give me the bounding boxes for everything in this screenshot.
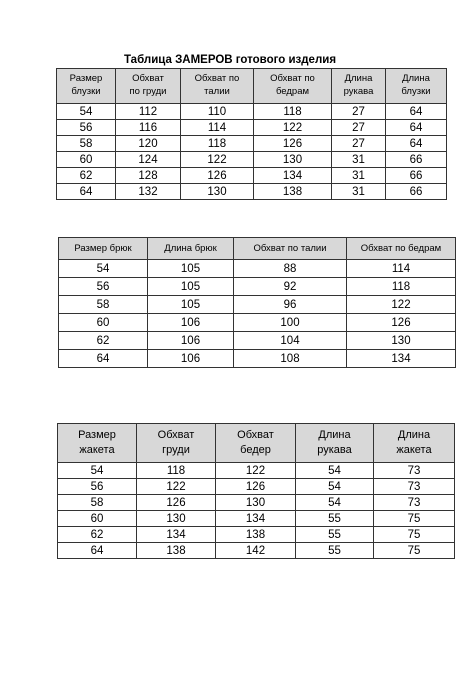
table-cell: 122 [216,463,296,479]
table-cell: 58 [58,495,137,511]
table-cell: 60 [58,511,137,527]
table-cell: 27 [332,120,386,136]
table-cell: 126 [137,495,216,511]
table-cell: 114 [181,120,254,136]
table-cell: 105 [148,260,234,278]
table-cell: 106 [148,350,234,368]
table-cell: 122 [137,479,216,495]
jacket-measurements-table [57,423,455,559]
table-cell: 134 [216,511,296,527]
table-row [59,314,456,332]
table-cell: 132 [116,184,181,200]
table-cell: 100 [234,314,347,332]
table-row [57,136,447,152]
table-cell: 124 [116,152,181,168]
table-cell: 66 [386,152,447,168]
table-cell: 64 [58,543,137,559]
table-cell: 54 [57,104,116,120]
header-sleeve-length: Длина рукава [332,69,386,104]
table-row [58,495,455,511]
page-title: Таблица ЗАМЕРОВ готового изделия [123,54,337,66]
table-cell: 142 [216,543,296,559]
table-cell: 134 [254,168,332,184]
header-hip-girth: Обхват бедер [216,424,296,463]
table-row [59,260,456,278]
header-chest-girth: Обхват груди [137,424,216,463]
table-cell: 106 [148,332,234,350]
header-blouse-length: Длина блузки [386,69,447,104]
table-cell: 60 [57,152,116,168]
table-cell: 58 [59,296,148,314]
header-pants-length: Длина брюк [148,238,234,260]
table-cell: 122 [347,296,456,314]
table-row [57,168,447,184]
table-row [58,479,455,495]
header-blouse-size: Размер блузки [57,69,116,104]
table-cell: 114 [347,260,456,278]
table-cell: 126 [254,136,332,152]
table-cell: 118 [137,463,216,479]
table-row [59,278,456,296]
table-cell: 116 [116,120,181,136]
header-waist-girth: Обхват по талии [181,69,254,104]
table-cell: 27 [332,104,386,120]
table-cell: 130 [137,511,216,527]
table-cell: 75 [374,527,455,543]
table-cell: 54 [296,463,374,479]
table-cell: 62 [58,527,137,543]
blouse-measurements-table [56,68,447,200]
table-cell: 138 [137,543,216,559]
table-header-row [59,238,456,260]
header-sleeve-length: Длина рукава [296,424,374,463]
table-header-row [58,424,455,463]
table-cell: 55 [296,511,374,527]
table-cell: 92 [234,278,347,296]
table-row [57,184,447,200]
table-row [58,463,455,479]
table-cell: 106 [148,314,234,332]
pants-measurements-table [58,237,456,368]
blouse-table-body [57,104,447,200]
table-cell: 122 [254,120,332,136]
table-cell: 56 [59,278,148,296]
table-cell: 105 [148,278,234,296]
table-cell: 120 [116,136,181,152]
table-cell: 110 [181,104,254,120]
table-cell: 122 [181,152,254,168]
table-cell: 54 [58,463,137,479]
table-cell: 130 [254,152,332,168]
table-cell: 54 [59,260,148,278]
table-cell: 126 [347,314,456,332]
table-cell: 64 [386,136,447,152]
table-cell: 88 [234,260,347,278]
table-cell: 54 [296,479,374,495]
table-row [58,511,455,527]
table-cell: 138 [216,527,296,543]
table-cell: 54 [296,495,374,511]
table-cell: 66 [386,184,447,200]
table-row [59,296,456,314]
table-cell: 64 [59,350,148,368]
table-cell: 58 [57,136,116,152]
table-cell: 118 [347,278,456,296]
table-cell: 126 [181,168,254,184]
table-cell: 134 [347,350,456,368]
header-chest-girth: Обхват по груди [116,69,181,104]
table-row [57,152,447,168]
table-cell: 138 [254,184,332,200]
table-cell: 60 [59,314,148,332]
table-cell: 66 [386,168,447,184]
table-cell: 55 [296,527,374,543]
table-cell: 73 [374,479,455,495]
table-row [59,332,456,350]
table-row [57,120,447,136]
header-hip-girth: Обхват по бедрам [254,69,332,104]
table-cell: 62 [57,168,116,184]
table-cell: 64 [386,120,447,136]
table-cell: 56 [57,120,116,136]
table-cell: 126 [216,479,296,495]
table-cell: 75 [374,511,455,527]
header-jacket-size: Размер жакета [58,424,137,463]
table-cell: 27 [332,136,386,152]
header-waist-girth: Обхват по талии [234,238,347,260]
table-cell: 130 [181,184,254,200]
table-row [59,350,456,368]
table-cell: 130 [216,495,296,511]
table-cell: 56 [58,479,137,495]
table-cell: 118 [181,136,254,152]
table-cell: 64 [57,184,116,200]
table-row [57,104,447,120]
header-jacket-length: Длина жакета [374,424,455,463]
header-hip-girth: Обхват по бедрам [347,238,456,260]
table-cell: 64 [386,104,447,120]
table-cell: 130 [347,332,456,350]
table-cell: 31 [332,184,386,200]
table-cell: 108 [234,350,347,368]
table-cell: 62 [59,332,148,350]
table-cell: 75 [374,543,455,559]
table-cell: 73 [374,495,455,511]
table-cell: 118 [254,104,332,120]
table-cell: 112 [116,104,181,120]
table-cell: 128 [116,168,181,184]
table-row [58,543,455,559]
table-cell: 96 [234,296,347,314]
table-cell: 55 [296,543,374,559]
header-pants-size: Размер брюк [59,238,148,260]
table-cell: 104 [234,332,347,350]
table-cell: 73 [374,463,455,479]
pants-table-body [59,260,456,368]
jacket-table-body [58,463,455,559]
table-cell: 31 [332,152,386,168]
table-header-row [57,69,447,104]
table-cell: 134 [137,527,216,543]
table-cell: 105 [148,296,234,314]
table-cell: 31 [332,168,386,184]
table-row [58,527,455,543]
